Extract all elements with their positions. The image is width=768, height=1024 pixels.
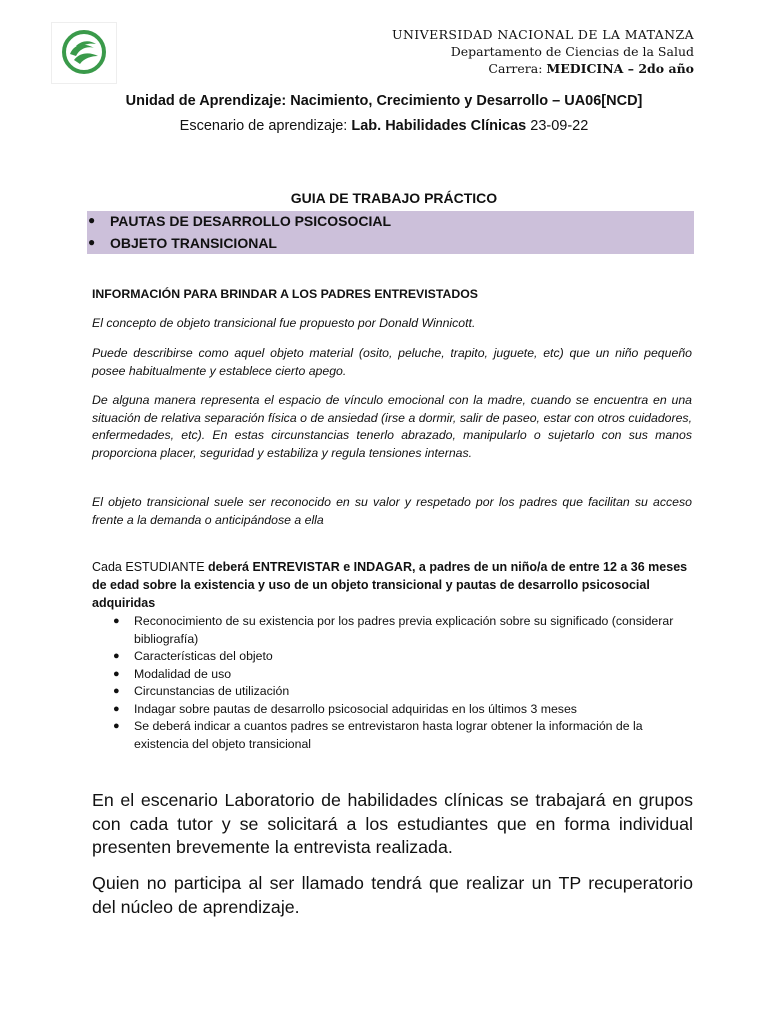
university-logo xyxy=(51,22,117,84)
learning-scenario: Escenario de aprendizaje: Lab. Habilidades Clínicas 23-09-22 xyxy=(179,118,589,134)
learning-unit-title: Unidad de Aprendizaje: Nacimiento, Crecimiento y Desarrollo – UA06[NCD] xyxy=(125,93,643,109)
list-item: ● Se deberá indicar a cuantos padres se entrevistaron hasta lograr obtener la información de la existencia del objeto transicional xyxy=(113,719,643,751)
closing-paragraph: En el escenario Laboratorio de habilidades clínicas se trabajará en grupos con cada tutor y se solicitará a los estudiantes que en forma individual presenten brevemente la entrevista realizada. xyxy=(92,790,693,857)
list-item: ● Características del objeto xyxy=(92,648,692,666)
department-name: Departamento de Ciencias de la Salud xyxy=(450,44,694,59)
list-item: ● Modalidad de uso xyxy=(92,666,692,684)
task-instructions: Cada ESTUDIANTE deberá ENTREVISTAR e INDAGAR, a padres de un niño/a de entre 12 a 36 meses de edad sobre la existencia y uso de un objeto transicional y pautas de desarrollo psicosocial adquiridas xyxy=(92,560,688,610)
task-items-list xyxy=(92,613,692,753)
paragraph: El objeto transicional suele ser reconocido en su valor y respetado por los padres que facilitan su acceso frente a la demanda o anticipándose a ella xyxy=(92,495,692,527)
bullet-icon: ● xyxy=(113,667,120,680)
list-item: ● Circunstancias de utilización xyxy=(92,683,692,701)
bullet-icon: ● xyxy=(113,650,120,662)
bullet-icon: ● xyxy=(113,685,120,697)
closing-paragraph: Quien no participa al ser llamado tendrá que realizar un TP recuperatorio del núcleo de aprendizaje. xyxy=(92,873,693,917)
paragraph: El concepto de objeto transicional fue propuesto por Donald Winnicott. xyxy=(92,316,476,330)
university-name: UNIVERSIDAD NACIONAL DE LA MATANZA xyxy=(392,27,694,42)
list-item: ● Reconocimiento de su existencia por los padres previa explicación sobre su significado (considerar bibliografía) xyxy=(113,614,674,646)
bullet-icon: ● xyxy=(88,213,96,227)
guide-title: GUIA DE TRABAJO PRÁCTICO xyxy=(290,190,498,206)
bullet-icon: ● xyxy=(113,720,120,732)
career-value: MEDICINA xyxy=(546,61,624,76)
paragraph: De alguna manera representa el espacio de vínculo emocional con la madre, cuando se encuentra en una situación de relativa separación física o de ansiedad (irse a dormir, salir de paseo, estar con otros cuidadores, enfermedades, etc). En estas circunstancias tenerlo abrazado, manipularlo o sujetarlo con sus manos proporciona placer, seguridad y estabiliza y regula tensiones internas. xyxy=(92,393,692,460)
bullet-icon: ● xyxy=(113,702,120,715)
institution-header xyxy=(392,26,694,77)
topics-highlight-box: ● PAUTAS DE DESARROLLO PSICOSOCIAL ● OBJETO TRANSICIONAL xyxy=(87,211,694,254)
university-logo-icon xyxy=(62,30,106,74)
bullet-icon: ● xyxy=(88,235,96,249)
career-line: Carrera: MEDICINA – 2do año xyxy=(488,61,694,76)
list-item: ● Indagar sobre pautas de desarrollo psicosocial adquiridas en los últimos 3 meses xyxy=(92,701,692,719)
info-section-title: INFORMACIÓN PARA BRINDAR A LOS PADRES ENTREVISTADOS xyxy=(92,287,478,301)
bullet-icon: ● xyxy=(113,615,120,627)
paragraph: Puede describirse como aquel objeto material (osito, peluche, trapito, juguete, etc) que un niño pequeño posee habitualmente y establece cierto apego. xyxy=(92,346,692,378)
